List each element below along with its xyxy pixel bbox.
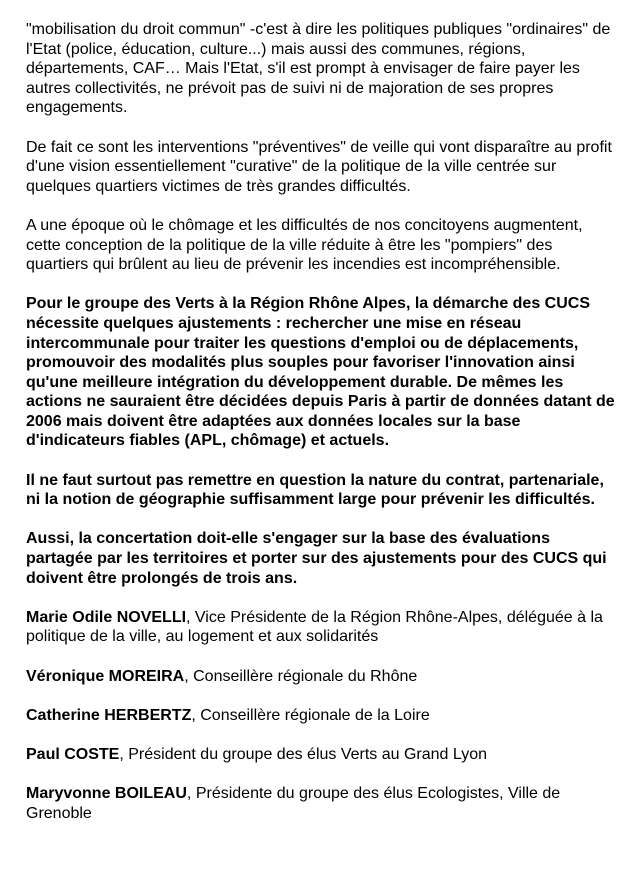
document-page (26, 20, 616, 843)
paragraph-droit-commun: "mobilisation du droit commun" -c'est à dire les politiques publiques "ordinaires" de l'Etat (police, éducation, culture...) mais aussi des communes, régions, départements, CAF… Mais l'Etat, s'il est prompt à envisager de faire payer les autres collectivités, ne prévoit pas de suivi ni de majoration de ses propres engagements. (26, 21, 611, 117)
signatory-role: , Conseillère régionale de la Loire (191, 706, 430, 724)
signatory (26, 784, 616, 823)
signatory-name: Véronique MOREIRA (26, 667, 185, 685)
signatory (26, 745, 616, 765)
signatory (26, 608, 616, 647)
signatory-role: , Vice Présidente de la Région Rhône-Alpes, déléguée à la politique de la ville, au logement et aux solidarités (26, 608, 603, 646)
paragraph-preventives: De fait ce sont les interventions "préventives" de veille qui vont disparaître au profit d'une vision essentiellement "curative" de la politique de la ville centrée sur quelques quartiers victimes de très grandes difficultés. (26, 138, 612, 195)
signatory-role: , Conseillère régionale du Rhône (184, 667, 418, 685)
paragraph-verts-cucs: Pour le groupe des Verts à la Région Rhône Alpes, la démarche des CUCS nécessite quelques ajustements : rechercher une mise en réseau intercommunale pour traiter les questions d'emploi ou de déplacements, promouvoir des modalités plus souples pour favoriser l'innovation ainsi qu'une meilleure intégration du développement durable. De mêmes les actions ne sauraient être décidées depuis Paris à partir de données datant de 2006 mais doivent être adaptées aux données locales sur la base d'indicateurs fiables (APL, chômage) et actuels. (26, 295, 615, 450)
signatory-name: Marie Odile NOVELLI (26, 608, 187, 626)
signatory (26, 706, 616, 726)
signatory-role: , Président du groupe des élus Verts au Grand Lyon (119, 745, 487, 763)
paragraph-concertation: Aussi, la concertation doit-elle s'engager sur la base des évaluations partagée par les territoires et porter sur des ajustements pour des CUCS qui doivent être prolongés de trois ans. (26, 530, 607, 587)
signatory (26, 667, 616, 687)
paragraph-chomage: A une époque où le chômage et les difficultés de nos concitoyens augmentent, cette conception de la politique de la ville réduite à être les "pompiers" des quartiers qui brûlent au lieu de prévenir les incendies est incompréhensible. (26, 216, 583, 274)
signatory-name: Maryvonne BOILEAU (26, 785, 187, 803)
signatory-role: , Présidente du groupe des élus Ecologistes, Ville de Grenoble (26, 785, 561, 822)
signatory-name: Catherine HERBERTZ (26, 706, 192, 724)
signatory-name: Paul COSTE (26, 745, 120, 763)
paragraph-contrat: Il ne faut surtout pas remettre en question la nature du contrat, partenariale, ni la notion de géographie suffisamment large pour prévenir les difficultés. (26, 471, 604, 509)
